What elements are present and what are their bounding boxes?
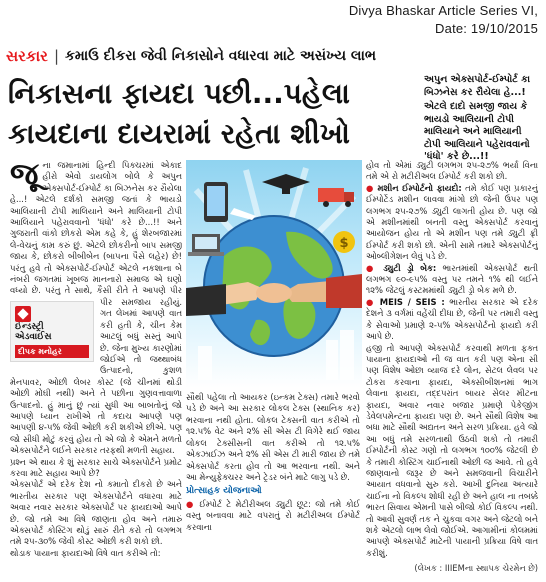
column-2-lower [186, 438, 360, 578]
bullet-icon: ● [366, 296, 376, 307]
column-1 [10, 160, 182, 578]
incentive-schemes-heading: પ્રોત્સાહક યોજનાઓ [186, 485, 262, 496]
bullet-icon: ● [366, 262, 377, 273]
section-subtitle: કમાઉ દીકરા જેવી નિકાસોને વધારવા માટે અસંખ્ય લાભ [65, 48, 377, 64]
illustration-caption: સૌથી પહેલા તો આયકર (ઇન્કમ ટેક્સ) તમારે ભરવો પડે છે અને આ સરકાર લોકલ ટેક્સ (સ્થાનિક કર) ભરવાના નથી હોતા. લોકલ ટેક્સની વાત કરીએ તો ૧૨.૫% વેટ અને ૨% સી એસ ટી વિગેરે થઈ જાય [186, 392, 360, 436]
machine-import-text: તમે કોઈ પણ પ્રકારનું ઈમ્પોર્ટેડ મશીન લાવવા માંગો છો જેની ઉપર પણ લગભગ ૨૫-૨૭% ડ્યુટી લાગતી હોય છે. પણ જો એ મશીનમાંથી બનતી વસ્તુ એક્સપોર્ટ કરવાનું આયોજન હોય તો એ મશીન પણ તમે ડ્યુટી ફ્રી ઈમ્પોર્ટ કરી શકો છો. એની સામે તમારે એક્સપોર્ટનું ઓબ્લીગેશન લેવું પડે છે. [366, 182, 538, 262]
column-1-paragraph-5: થોડાક પાયાના ફાયદાઓ વિષે વાત કરીએ તો: [10, 547, 161, 558]
headline-line-2: કાયદાના દાયરામાં રહેતા શીખો [8, 117, 350, 150]
duty-drawback-text: ભારતમાંથી એક્સપોર્ટ થતી લગભગ ૯૦-૯૫% વસ્તુ પર તમને ૧% થી લઈને ૧૨% જેટલું કસ્ટમમાંથી ડ્યુટી ડ્રો બેક મળે છે. [366, 262, 538, 296]
meis-seis-title: MEIS / SEIS : [379, 296, 445, 307]
meis-seis-text: ભારતીય સરકાર એ દરેક દેશને ૩ વર્ગમાં વહેંચી દીધા છે, જેની પર તમારી વસ્તુ કે સેવાઓ પ્રમાણે ૨-૫% એક્સપોર્ટનો ફાયદો કરી આપે છે. [366, 296, 538, 342]
author-byline: (લેખક : IIIEMના સ્થાપક ચેરમેન છે) [414, 563, 538, 574]
column-1-paragraph-2: ગત લેખમાં આપણે વાત કરી હતી કે, ચીન કેમ આટલું બધું સસ્તું આપે છે. જેના મુખ્ય કારણોમાં જોઈએ તો જથ્થાબંધ ઉત્પાદનો, કુશળ મેનપાવર, ઓછી લેબર કોસ્ટ (જે ચીનમાં થોડી ઓછી મોંઘી નથી) અને તે પછીના ગુણવત્તાવાળા ઉત્પાદનો. હું માનું છું ત્યાં સુધી આ બાબતોનું જો આપણે ધ્યાન રાખીએ તો કદાચ આપણે પણ આપણી ૪-૫% જેવી ઓછી કરી શકીએ છીએ. પણ જો સીધી મોટું કરવું હોય તો એ જો કે એમને મળતો એક્સપોર્ટને લઈને સરકાર તરફથી મળતી સહાય. [10, 308, 182, 456]
column-2-paragraph-2: ઈમ્પોર્ટ ટે મેટીરીઅલ ડ્યુટી છૂટ: જો તમે કોઈ વસ્તુ બનાવવા માટે વપરાતું રો મટીરીઅલ ઈમ્પોર્ટ કરવાના [186, 499, 360, 532]
machine-import-title: મશીન ઈમ્પોર્ટનો ફાયદો: [377, 182, 462, 193]
column-3-closing: હજી તો આપણે એક્સપોર્ટ કરવાથી મળતા ફક્ત પાયાના ફાયદાઓ ની જ વાત કરી પણ એના સી પણ વિશેષ ઓછા વ્યાજ દરે લોન, સેટલ લેવલ પર ટોકરા કરવાના ફાયદા, એક્સીબીશનમાં ભાગ લેવાના ફાયદા, તદ્દપરાંત બાયર સેલર મીટના ફાયદા, અવાર નવાર બજાર પ્રમાણે પેકેજીંગ ડેવેલપમેન્ટના ફાયદા પણ છે. અને સૌથી વિશેષ આ બધા માટે સૌથી અદ્યતન અને સરળ પ્રક્રિયા. હવે જો આ બધું તમે સરળતાથી ઉઠવી શકો તો તમારી ઈમ્પોર્ટની કોસ્ટ ગણો તો લગભગ ૧૦૦% જેટલી છે કે તમારી કોસ્ટિંગ ચાઈનાથી ઓછી જ આવે. તો હવે જાણવાનો જરૂર છે અને સમજવાની વિચારીને આયાત વધવાનો સુરુ કરો. આખી દુનિયા અત્યારે ચાઈના નો વિકલ્પ શોધી રહી છે અને હાલ ના તબક્કે ભારત સિવાય એમની પાસે બીજો કોઈ વિકલ્પ નથી. તો આવી સુવર્ણ તક ને ચુકવા વગર અને જેટલો બને શકે એટલો લાભ લેવો જોઈએ. આગામીનાં કોલમમાં આપણે એક્સપોર્ટ માટેની પાયાની પ્રક્રિયા વિષે વાત કરીશું. [366, 342, 538, 558]
column-1-paragraph-4: એક્સપોર્ટ એ દરેક દેશ નો કમાતો દીકરો છે અને ભારતીય સરકાર પણ એક્સપોર્ટને વધારવા માટે અવાર નવાર સરકાર એક્સપોર્ટ પર ફાયદાઓ આપે છે. જો તમે આ વિષે જાણતા હોવ અને તમારું એક્સપોર્ટ કોસ્ટિંગ થોડું સારું રીતે કરો તો લગભગ તમે ૨૫-૩૦% જેવી કોસ્ટ ઓછી કરી શકો છો. [10, 479, 182, 547]
advice-author: દીપક મનોહર [15, 345, 89, 358]
drop-cap: જૂ [10, 160, 39, 192]
series-header [310, 0, 546, 40]
advice-title: ઈન્ડસ્ટ્રી એડવાઈસ [15, 321, 52, 342]
column-1-paragraph-3: પ્રશ્ન એ થાય કે શું સરકાર સાચે એક્સપોર્ટને પ્રમોટ કરવા માટે સહાય આપે છે? [10, 456, 182, 478]
bullet-icon: ● [366, 182, 375, 193]
headline [8, 74, 420, 154]
deck-paragraph-2: એટલે દાદો સમજી જાય કે ભાયડો આલિયાની ટોપી માલિયાને અને માલિયાની ટોપી આલિયાને પહેરાવવાનો 'ધંધો' કરે છે...!! [424, 101, 530, 162]
series-date: Date: 19/10/2015 [435, 21, 538, 36]
deck-paragraph-1: અપુન એક્સપોર્ટ-ઈમ્પોર્ટ કા બિઝનેસ કર રૌયેલા હે...! [424, 74, 531, 98]
section-header [6, 44, 540, 68]
globe-hands-icon [186, 160, 362, 388]
section-separator: | [53, 47, 59, 65]
bullet-icon: ● [186, 499, 196, 510]
svg-text:$: $ [339, 236, 349, 251]
column-1-paragraph-1: ના જમાનામાં હિન્દી પિક્ચરમાં એકાદ હીરો એવો ડાયલોગ બોલે કે અપુન એક્સપોર્ટ-ઈમ્પોર્ટ કા બિઝનેસ કર રૌયેલા હે...! એટલે દર્શકો સમજી જતાં કે ભાયડો આલિયાની ટોપી માલિયાને અને માલિયાની ટોપી આલિયાને પહેરાવવાનો 'ધંધો' કરે છે...!! અને ગુજરાતી વાંકો છોકરો એમ કહે કે, હું શેરબજારમાં લે-વેચનું કામ કરું છું. એટલે છોકરીનો બાપ સમજી જાય કે, છોકરો બીબીબેન (બાપના પૈસે લહેર) છે! પરંતુ હવે તો એક્સપોર્ટ-ઈમ્પોર્ટ એટલે નકશાના બે નંબરી જગતમાં ખૂબજ માનનારો સમાજ એ ઘણો વધ્યો છે. પરંતુ તે સાથે, કૈસી રીતે તે આપણે પીર પીર સમજાય રહીયું. [10, 160, 182, 307]
series-title: Divya Bhaskar Article Series VI, [348, 3, 538, 18]
column-2-paragraph-1: લોકલ ટેક્સીસની વાત કરીએ તો ૧૨.૫% એકઝાઈઝ અને ૨% સી એસ ટી મારી જાય છે તમે એક્સપોર્ટ કરતા હોવ તો આ ભરવાના નથી. અને આ મેન્યુફેક્ચરર અને ટ્રેડર બંને માટે લાગુ પડે છે. [186, 438, 360, 483]
duty-drawback-title: ડ્યુટી ડ્રો બેક: [383, 262, 437, 273]
column-3-intro: હોવ તો એમાં ડ્યુટી લગભગ ૨૫-૨૭% ભર્યા વિના તમે એ રો મટીરીઅલ ઈમ્પોર્ટ કરી શકો છો. [366, 160, 538, 182]
deck [424, 74, 538, 166]
column-3 [366, 160, 538, 578]
globe-illustration [186, 160, 362, 388]
advice-logo-icon [15, 306, 31, 322]
headline-line-1: નિકાસના ફાયદા પછી...પહેલા [8, 77, 350, 110]
industry-advice-box [10, 301, 94, 362]
section-tag: સરકાર [6, 47, 48, 65]
